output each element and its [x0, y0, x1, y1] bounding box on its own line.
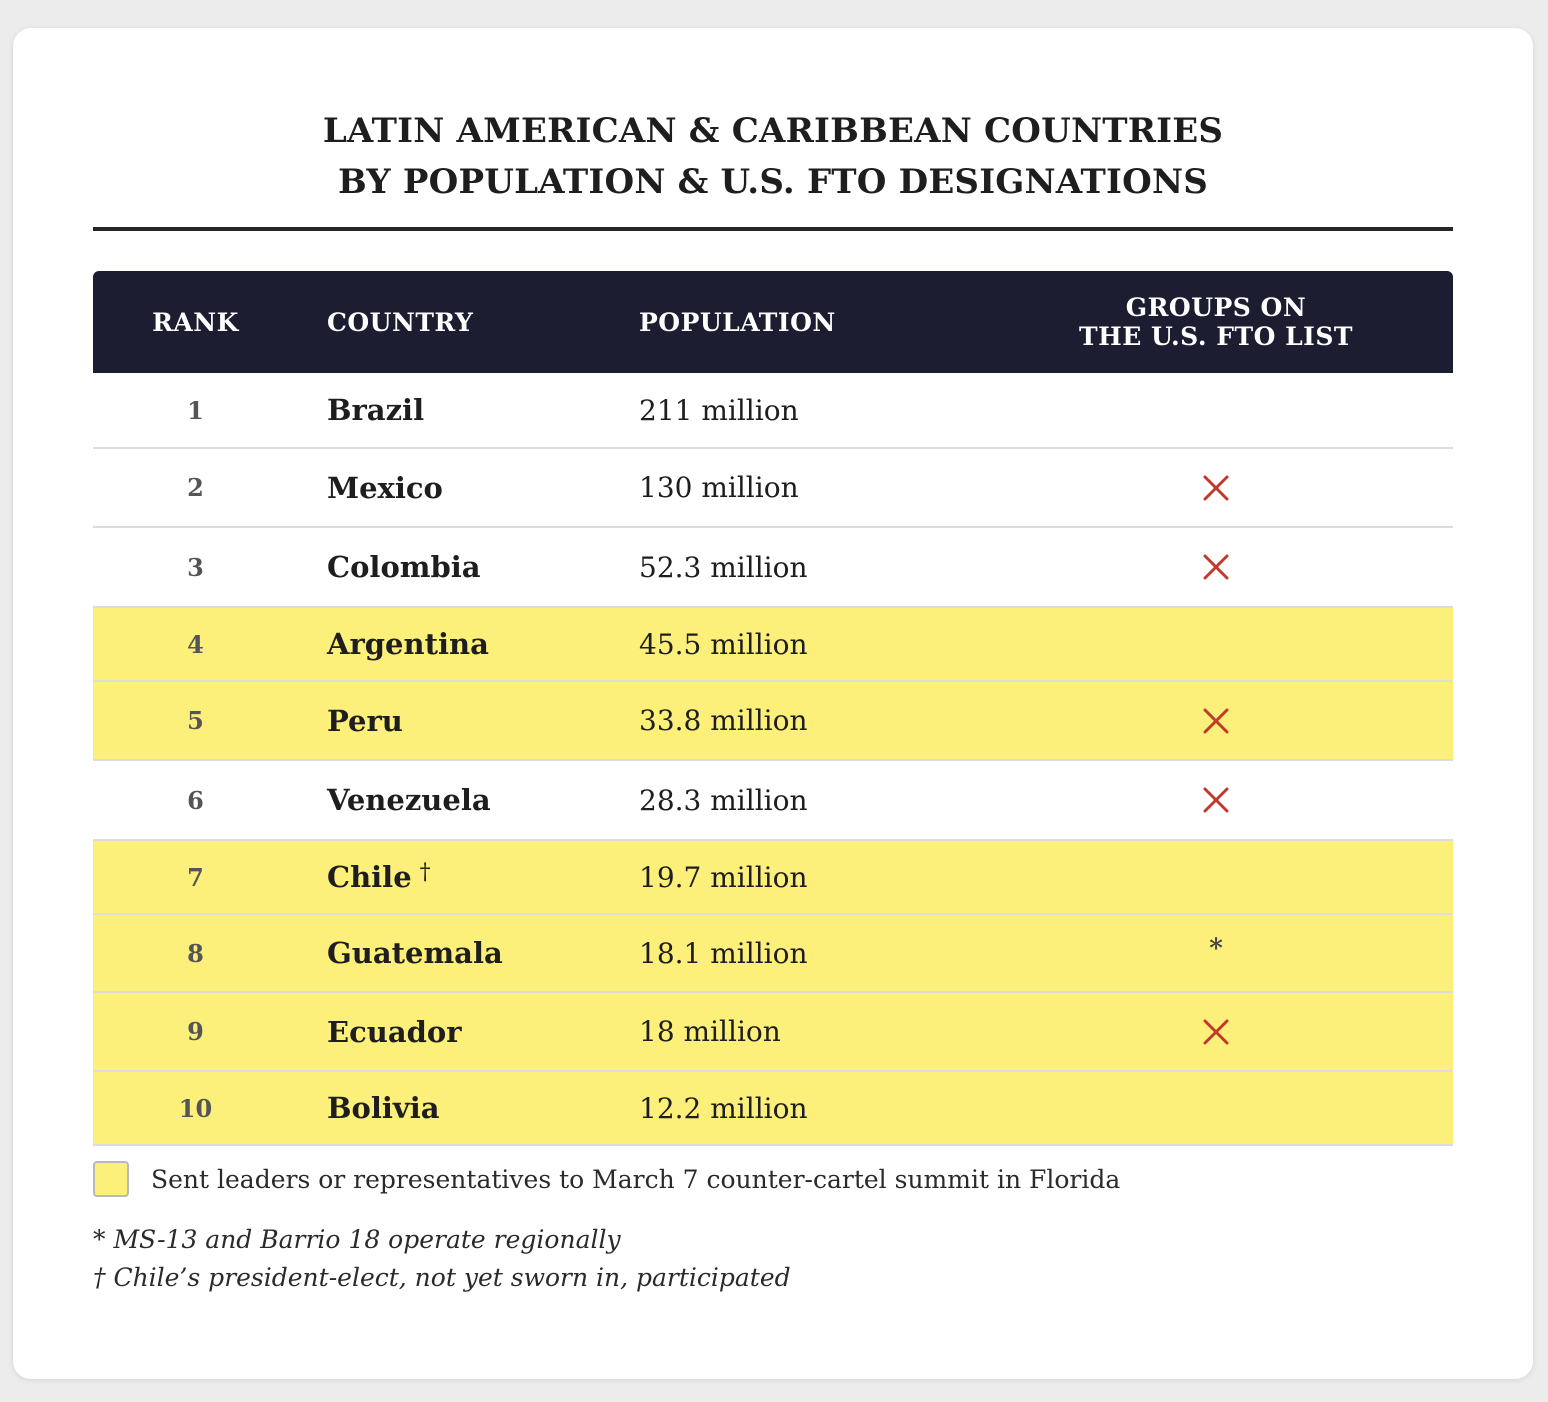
population-cell: 28.3 million [639, 783, 808, 817]
rank-cell: 6 [187, 785, 204, 815]
rank-cell: 7 [187, 862, 204, 892]
population-cell: 130 million [639, 471, 799, 504]
fto-cell [1026, 682, 1406, 759]
rank-cell: 10 [178, 1093, 213, 1123]
fto-cell [1026, 608, 1406, 680]
country-cell [327, 761, 627, 839]
table-row [93, 841, 1453, 915]
population-cell: 45.5 million [639, 627, 808, 661]
fto-cell [1026, 528, 1406, 606]
country-name: Guatemala [327, 936, 503, 970]
title-divider [93, 227, 1453, 231]
header-fto [1026, 271, 1406, 373]
header-fto-line-2: THE U.S. FTO LIST [1078, 322, 1354, 351]
header-population: POPULATION [639, 307, 836, 337]
country-cell [327, 608, 627, 680]
population-cell: 33.8 million [639, 704, 808, 737]
x-mark-icon [1202, 786, 1230, 814]
population-table [93, 271, 1453, 1146]
country-cell [327, 449, 627, 526]
title-line-1: LATIN AMERICAN & CARIBBEAN COUNTRIES [322, 111, 1224, 151]
country-name: Colombia [327, 550, 481, 584]
table-body [93, 373, 1453, 1146]
population-cell: 211 million [639, 393, 799, 427]
rank-cell: 4 [187, 629, 204, 659]
fto-cell [1026, 993, 1406, 1070]
x-mark-icon [1202, 707, 1230, 735]
country-name: Argentina [327, 627, 489, 661]
population-cell: 18 million [639, 1015, 781, 1048]
country-cell [327, 841, 627, 913]
country-name: Brazil [327, 393, 425, 427]
rank-cell: 3 [187, 552, 204, 582]
footnotes [93, 1221, 791, 1297]
legend [93, 1161, 1120, 1197]
country-name: Chile [327, 860, 412, 894]
table-row [93, 528, 1453, 608]
x-mark-icon [1202, 1018, 1230, 1046]
country-name: Venezuela [327, 783, 491, 817]
country-name: Bolivia [327, 1091, 440, 1125]
fto-cell [1026, 915, 1406, 991]
table-row [93, 1072, 1453, 1146]
footnote-dagger: † Chile’s president-elect, not yet sworn in, participated [93, 1263, 791, 1292]
rank-cell: 2 [187, 473, 204, 502]
country-cell [327, 1072, 627, 1144]
rank-cell: 8 [187, 938, 204, 968]
population-cell: 12.2 million [639, 1091, 808, 1125]
header-country: COUNTRY [327, 307, 474, 337]
table-row [93, 682, 1453, 761]
legend-label: Sent leaders or representatives to March 7 counter-cartel summit in Florida [151, 1164, 1121, 1194]
fto-cell [1026, 1072, 1406, 1144]
country-name: Peru [327, 703, 403, 738]
country-cell [327, 915, 627, 991]
legend-swatch [93, 1161, 129, 1197]
country-cell [327, 682, 627, 759]
population-cell: 18.1 million [639, 936, 808, 970]
country-cell [327, 373, 627, 447]
table-row [93, 761, 1453, 841]
asterisk-mark: * [1209, 934, 1223, 964]
country-cell [327, 528, 627, 606]
x-mark-icon [1202, 553, 1230, 581]
population-cell: 19.7 million [639, 860, 808, 894]
rank-cell: 9 [187, 1017, 204, 1046]
table-row [93, 608, 1453, 682]
title-line-2: BY POPULATION & U.S. FTO DESIGNATIONS [338, 162, 1208, 202]
dagger-mark: † [419, 859, 431, 885]
country-name: Ecuador [327, 1014, 462, 1049]
rank-cell: 1 [187, 395, 204, 425]
population-cell: 52.3 million [639, 550, 808, 584]
header-fto-line-1: GROUPS ON [1125, 293, 1307, 322]
table-header [93, 271, 1453, 373]
page-title [93, 106, 1453, 208]
header-rank: RANK [152, 307, 239, 337]
table-row [93, 915, 1453, 993]
table-row [93, 373, 1453, 449]
country-name: Mexico [327, 470, 443, 505]
fto-cell [1026, 449, 1406, 526]
x-mark-icon [1202, 474, 1230, 502]
table-row [93, 449, 1453, 528]
fto-cell [1026, 373, 1406, 447]
rank-cell: 5 [187, 706, 204, 735]
country-cell [327, 993, 627, 1070]
fto-cell [1026, 841, 1406, 913]
footnote-asterisk: * MS-13 and Barrio 18 operate regionally [93, 1225, 621, 1254]
fto-cell [1026, 761, 1406, 839]
infographic-card [13, 28, 1533, 1379]
table-row [93, 993, 1453, 1072]
